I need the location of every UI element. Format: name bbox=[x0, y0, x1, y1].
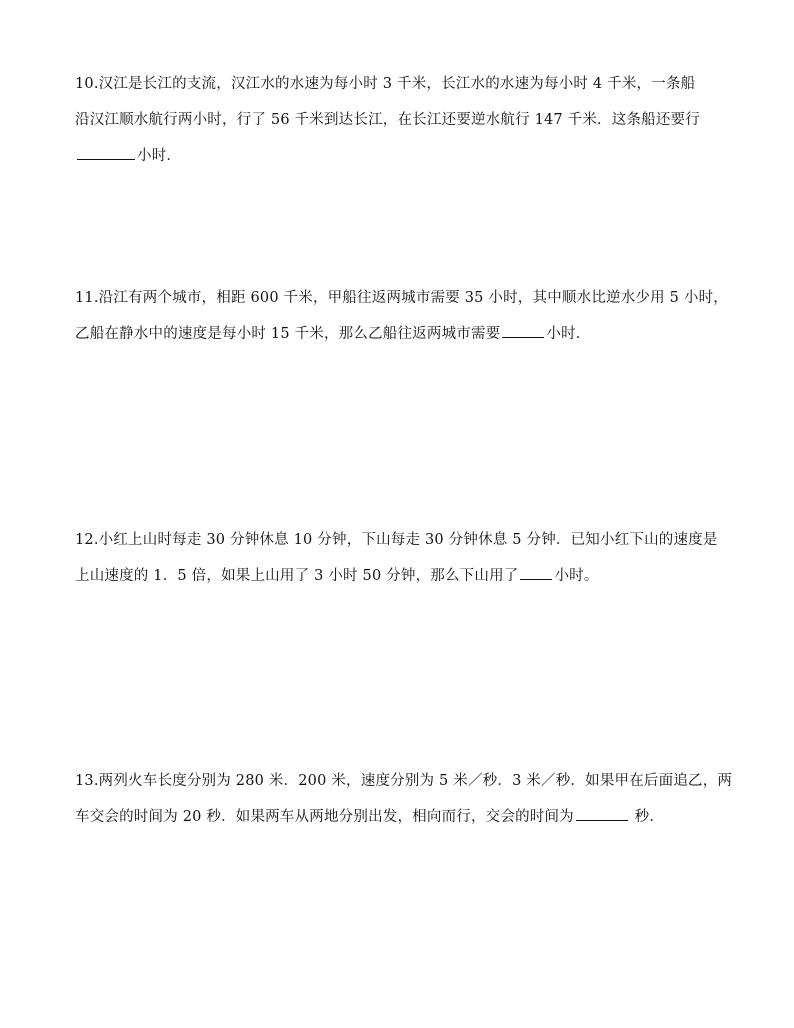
question-text-after-blank: 小时。 bbox=[554, 568, 599, 584]
question-answer-line bbox=[75, 138, 735, 174]
answer-blank[interactable] bbox=[77, 158, 135, 160]
answer-blank[interactable] bbox=[520, 578, 552, 580]
question-text-line: 13.两列火车长度分别为 280 米．200 米，速度分别为 5 米／秒．3 米／秒．如果甲在后面追乙，两 bbox=[75, 773, 733, 789]
question-text-before-blank: 上山速度的 1．5 倍，如果上山用了 3 小时 50 分钟，那么下山用了 bbox=[75, 568, 519, 584]
question-answer-line bbox=[75, 558, 735, 594]
question-13 bbox=[75, 763, 735, 835]
question-text-after-blank: 小时． bbox=[137, 148, 182, 164]
question-text-line: 12.小红上山时每走 30 分钟休息 10 分钟，下山每走 30 分钟休息 5 分钟．已知小红下山的速度是 bbox=[75, 532, 718, 548]
question-text-after-blank: 小时． bbox=[546, 326, 591, 342]
question-text-after-blank: 秒． bbox=[629, 809, 665, 825]
question-11 bbox=[75, 280, 735, 352]
question-answer-line bbox=[75, 799, 735, 835]
question-text-line: 11.沿江有两个城市，相距 600 千米，甲船往返两城市需要 35 小时，其中顺水比逆水少用 5 小时， bbox=[75, 290, 728, 306]
question-text-before-blank: 乙船在静水中的速度是每小时 15 千米，那么乙船往返两城市需要 bbox=[75, 326, 501, 342]
answer-blank[interactable] bbox=[502, 336, 544, 338]
question-text-before-blank: 车交会的时间为 20 秒．如果两车从两地分别出发，相向而行，交会的时间为 bbox=[75, 809, 574, 825]
answer-blank[interactable] bbox=[576, 819, 628, 821]
question-text-line: 沿汉江顺水航行两小时，行了 56 千米到达长江，在长江还要逆水航行 147 千米．这条船还要行 bbox=[75, 112, 700, 128]
question-answer-line bbox=[75, 316, 735, 352]
question-12 bbox=[75, 522, 735, 594]
question-text-line: 10.汉江是长江的支流，汉江水的水速为每小时 3 千米，长江水的水速为每小时 4 千米，一条船 bbox=[75, 76, 696, 92]
question-10 bbox=[75, 66, 735, 174]
